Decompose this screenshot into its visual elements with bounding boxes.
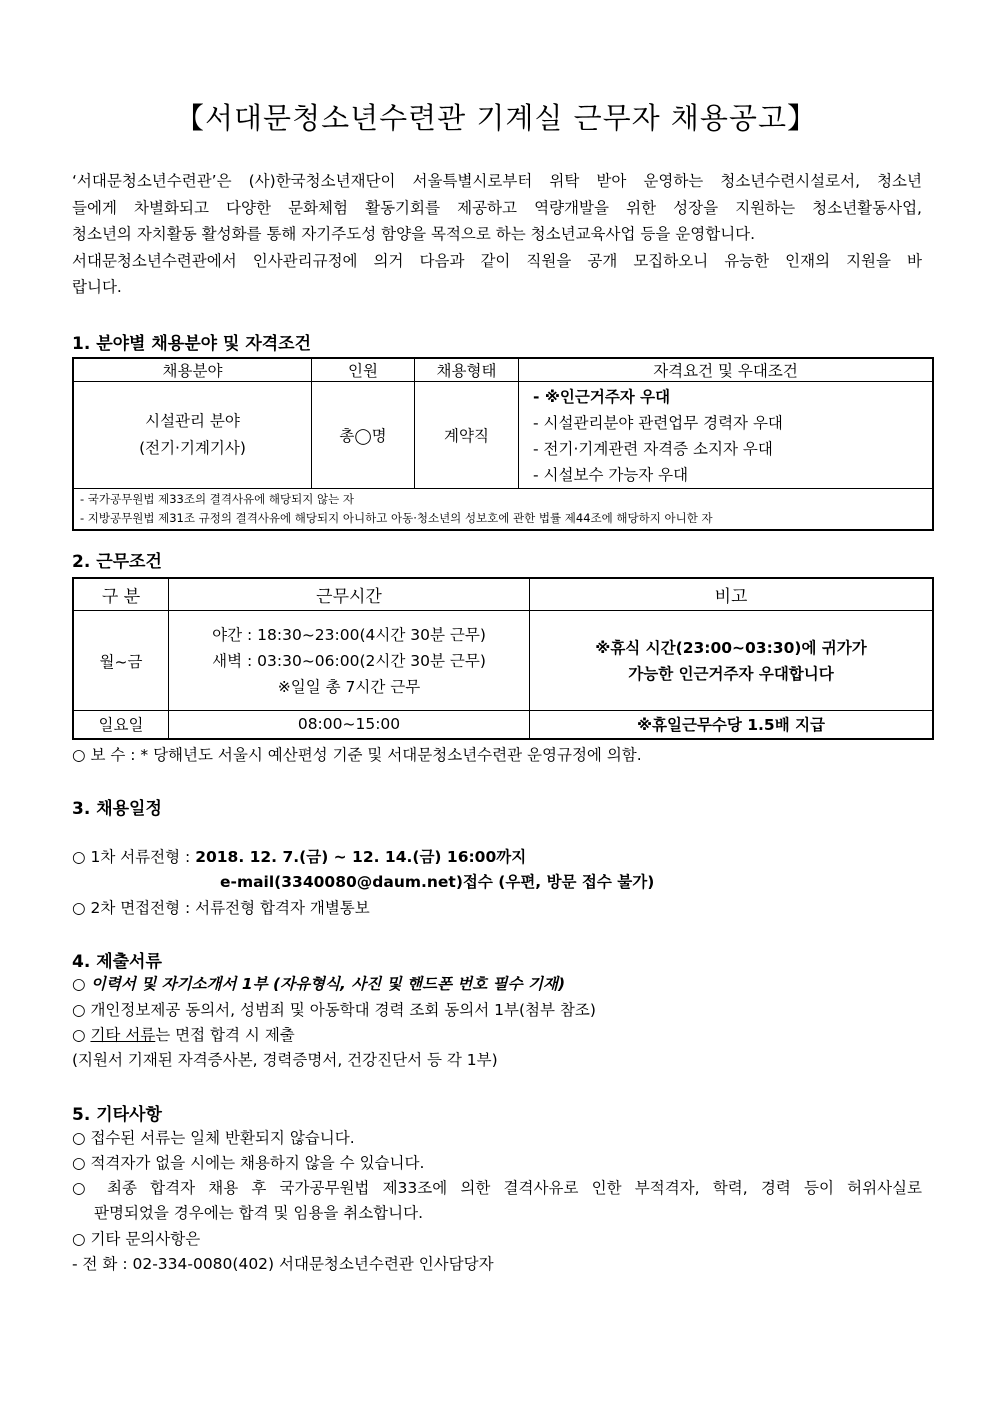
intro-line: 청소년의 자치활동 활성화를 통해 자기주도성 함양을 목적으로 하는 청소년교육사업 등을 운영합니다.: [72, 225, 756, 243]
type-cell: 계약직: [415, 382, 519, 489]
header-field: 채용분야: [73, 358, 312, 382]
notes-cell: [73, 489, 933, 531]
row-label: 일요일: [73, 711, 169, 739]
document-item: (지원서 기재된 자격증사본, 경력증명서, 건강진단서 등 각 1부): [72, 1051, 498, 1069]
intro-line: 랍니다.: [72, 278, 122, 296]
table-header-row: [73, 358, 933, 382]
work-hours-cell: [169, 611, 530, 711]
condition-item: - ※인근거주자 우대: [533, 388, 671, 406]
intro-paragraph: [72, 168, 922, 301]
header-category: 구 분: [73, 578, 169, 611]
row-label: 월~금: [73, 611, 169, 711]
table-row: [73, 382, 933, 489]
header-hours: 근무시간: [169, 578, 530, 611]
header-count: 인원: [312, 358, 415, 382]
table-row: [73, 711, 933, 739]
work-hours-cell: 08:00~15:00: [169, 711, 530, 739]
other-item: ○ 적격자가 없을 시에는 채용하지 않을 수 있습니다.: [72, 1154, 425, 1172]
section4-heading: 4. 제출서류: [72, 952, 162, 972]
other-item-continuation: 판명되었을 경우에는 합격 및 임용을 취소합니다.: [94, 1204, 424, 1222]
remarks-line: 가능한 인근거주자 우대합니다: [628, 664, 834, 683]
section5-heading: 5. 기타사항: [72, 1105, 162, 1125]
work-conditions-table: [72, 577, 934, 740]
remarks-line: ※휴식 시간(23:00~03:30)에 귀가가: [595, 638, 867, 657]
work-hours-line: 야간 : 18:30~23:00(4시간 30분 근무): [212, 625, 486, 644]
header-conditions: 자격요건 및 우대조건: [519, 358, 934, 382]
condition-item: - 전기·기계관련 자격증 소지자 우대: [533, 440, 773, 458]
field-detail: (전기·기계기사): [139, 439, 246, 457]
contact-phone: - 전 화 : 02-334-0080(402) 서대문청소년수련관 인사담당자: [72, 1255, 494, 1273]
table-row: [73, 611, 933, 711]
note-item: - 국가공무원법 제33조의 결격사유에 해당되지 않는 자: [80, 492, 355, 506]
note-item: - 지방공무원법 제31조 규정의 결격사유에 해당되지 아니하고 아동·청소년의 성보호에 관한 법률 제44조에 해당하지 아니한 자: [80, 511, 713, 525]
condition-item: - 시설보수 가능자 우대: [533, 466, 689, 484]
other-item: ○ 최종 합격자 채용 후 국가공무원법 제33조에 의한 결격사유로 인한 부적격자, 학력, 경력 등이 허위사실로: [72, 1179, 922, 1197]
work-hours-line: 새벽 : 03:30~06:00(2시간 30분 근무): [212, 651, 486, 670]
schedule-step1: [72, 845, 526, 867]
remarks-cell: [530, 611, 934, 711]
conditions-cell: [519, 382, 934, 489]
work-hours-line: ※일일 총 7시간 근무: [277, 677, 421, 696]
notes-row: [73, 489, 933, 531]
document-item: [72, 1023, 295, 1045]
step1-date: 2018. 12. 7.(금) ~ 12. 14.(금) 16:00까지: [195, 848, 527, 866]
step1-label: ○ 1차 서류전형 :: [72, 848, 196, 866]
other-item: ○ 접수된 서류는 일체 반환되지 않습니다.: [72, 1129, 355, 1147]
document-item: ○ 이력서 및 자기소개서 1부 (자유형식, 사진 및 핸드폰 번호 필수 기재): [72, 975, 566, 993]
intro-line: 서대문청소년수련관에서 인사관리규정에 의거 다음과 같이 직원을 공개 모집하오니 유능한 인재의 지원을 바: [72, 251, 922, 270]
other-item: ○ 기타 문의사항은: [72, 1230, 201, 1248]
section3-heading: 3. 채용일정: [72, 799, 162, 819]
section2-heading: 2. 근무조건: [72, 552, 162, 572]
document-item-suffix: 는 면접 합격 시 제출: [155, 1026, 295, 1044]
header-type: 채용형태: [415, 358, 519, 382]
section1-heading: 1. 분야별 채용분야 및 자격조건: [72, 334, 312, 354]
other-documents-text: 기타 서류: [90, 1026, 156, 1044]
condition-item: - 시설관리분야 관련업무 경력자 우대: [533, 414, 783, 432]
field-name: 시설관리 분야: [145, 412, 240, 430]
recruitment-field-table: [72, 357, 934, 531]
remarks-cell: ※휴일근무수당 1.5배 지급: [530, 711, 934, 739]
intro-line: 들에게 차별화되고 다양한 문화체험 활동기회를 제공하고 역량개발을 위한 성장을 지원하는 청소년활동사업,: [72, 198, 922, 217]
step1-email: e-mail(3340080@daum.net)접수 (우편, 방문 접수 불가): [220, 873, 655, 891]
field-cell: [73, 382, 312, 489]
pay-line: ○ 보 수 : * 당해년도 서울시 예산편성 기준 및 서대문청소년수련관 운영규정에 의함.: [72, 746, 642, 764]
document-item: ○ 개인정보제공 동의서, 성범죄 및 아동학대 경력 조회 동의서 1부(첨부 참조): [72, 1001, 596, 1019]
page-title: 【서대문청소년수련관 기계실 근무자 채용공고】: [175, 101, 817, 135]
table-header-row: [73, 578, 933, 611]
bullet: ○: [72, 1026, 91, 1044]
header-remarks: 비고: [530, 578, 934, 611]
schedule-step2: ○ 2차 면접전형 : 서류전형 합격자 개별통보: [72, 899, 370, 917]
count-cell: 총◯명: [312, 382, 415, 489]
intro-line: ‘서대문청소년수련관’은 (사)한국청소년재단이 서울특별시로부터 위탁 받아 운영하는 청소년수련시설로서, 청소년: [72, 172, 922, 190]
